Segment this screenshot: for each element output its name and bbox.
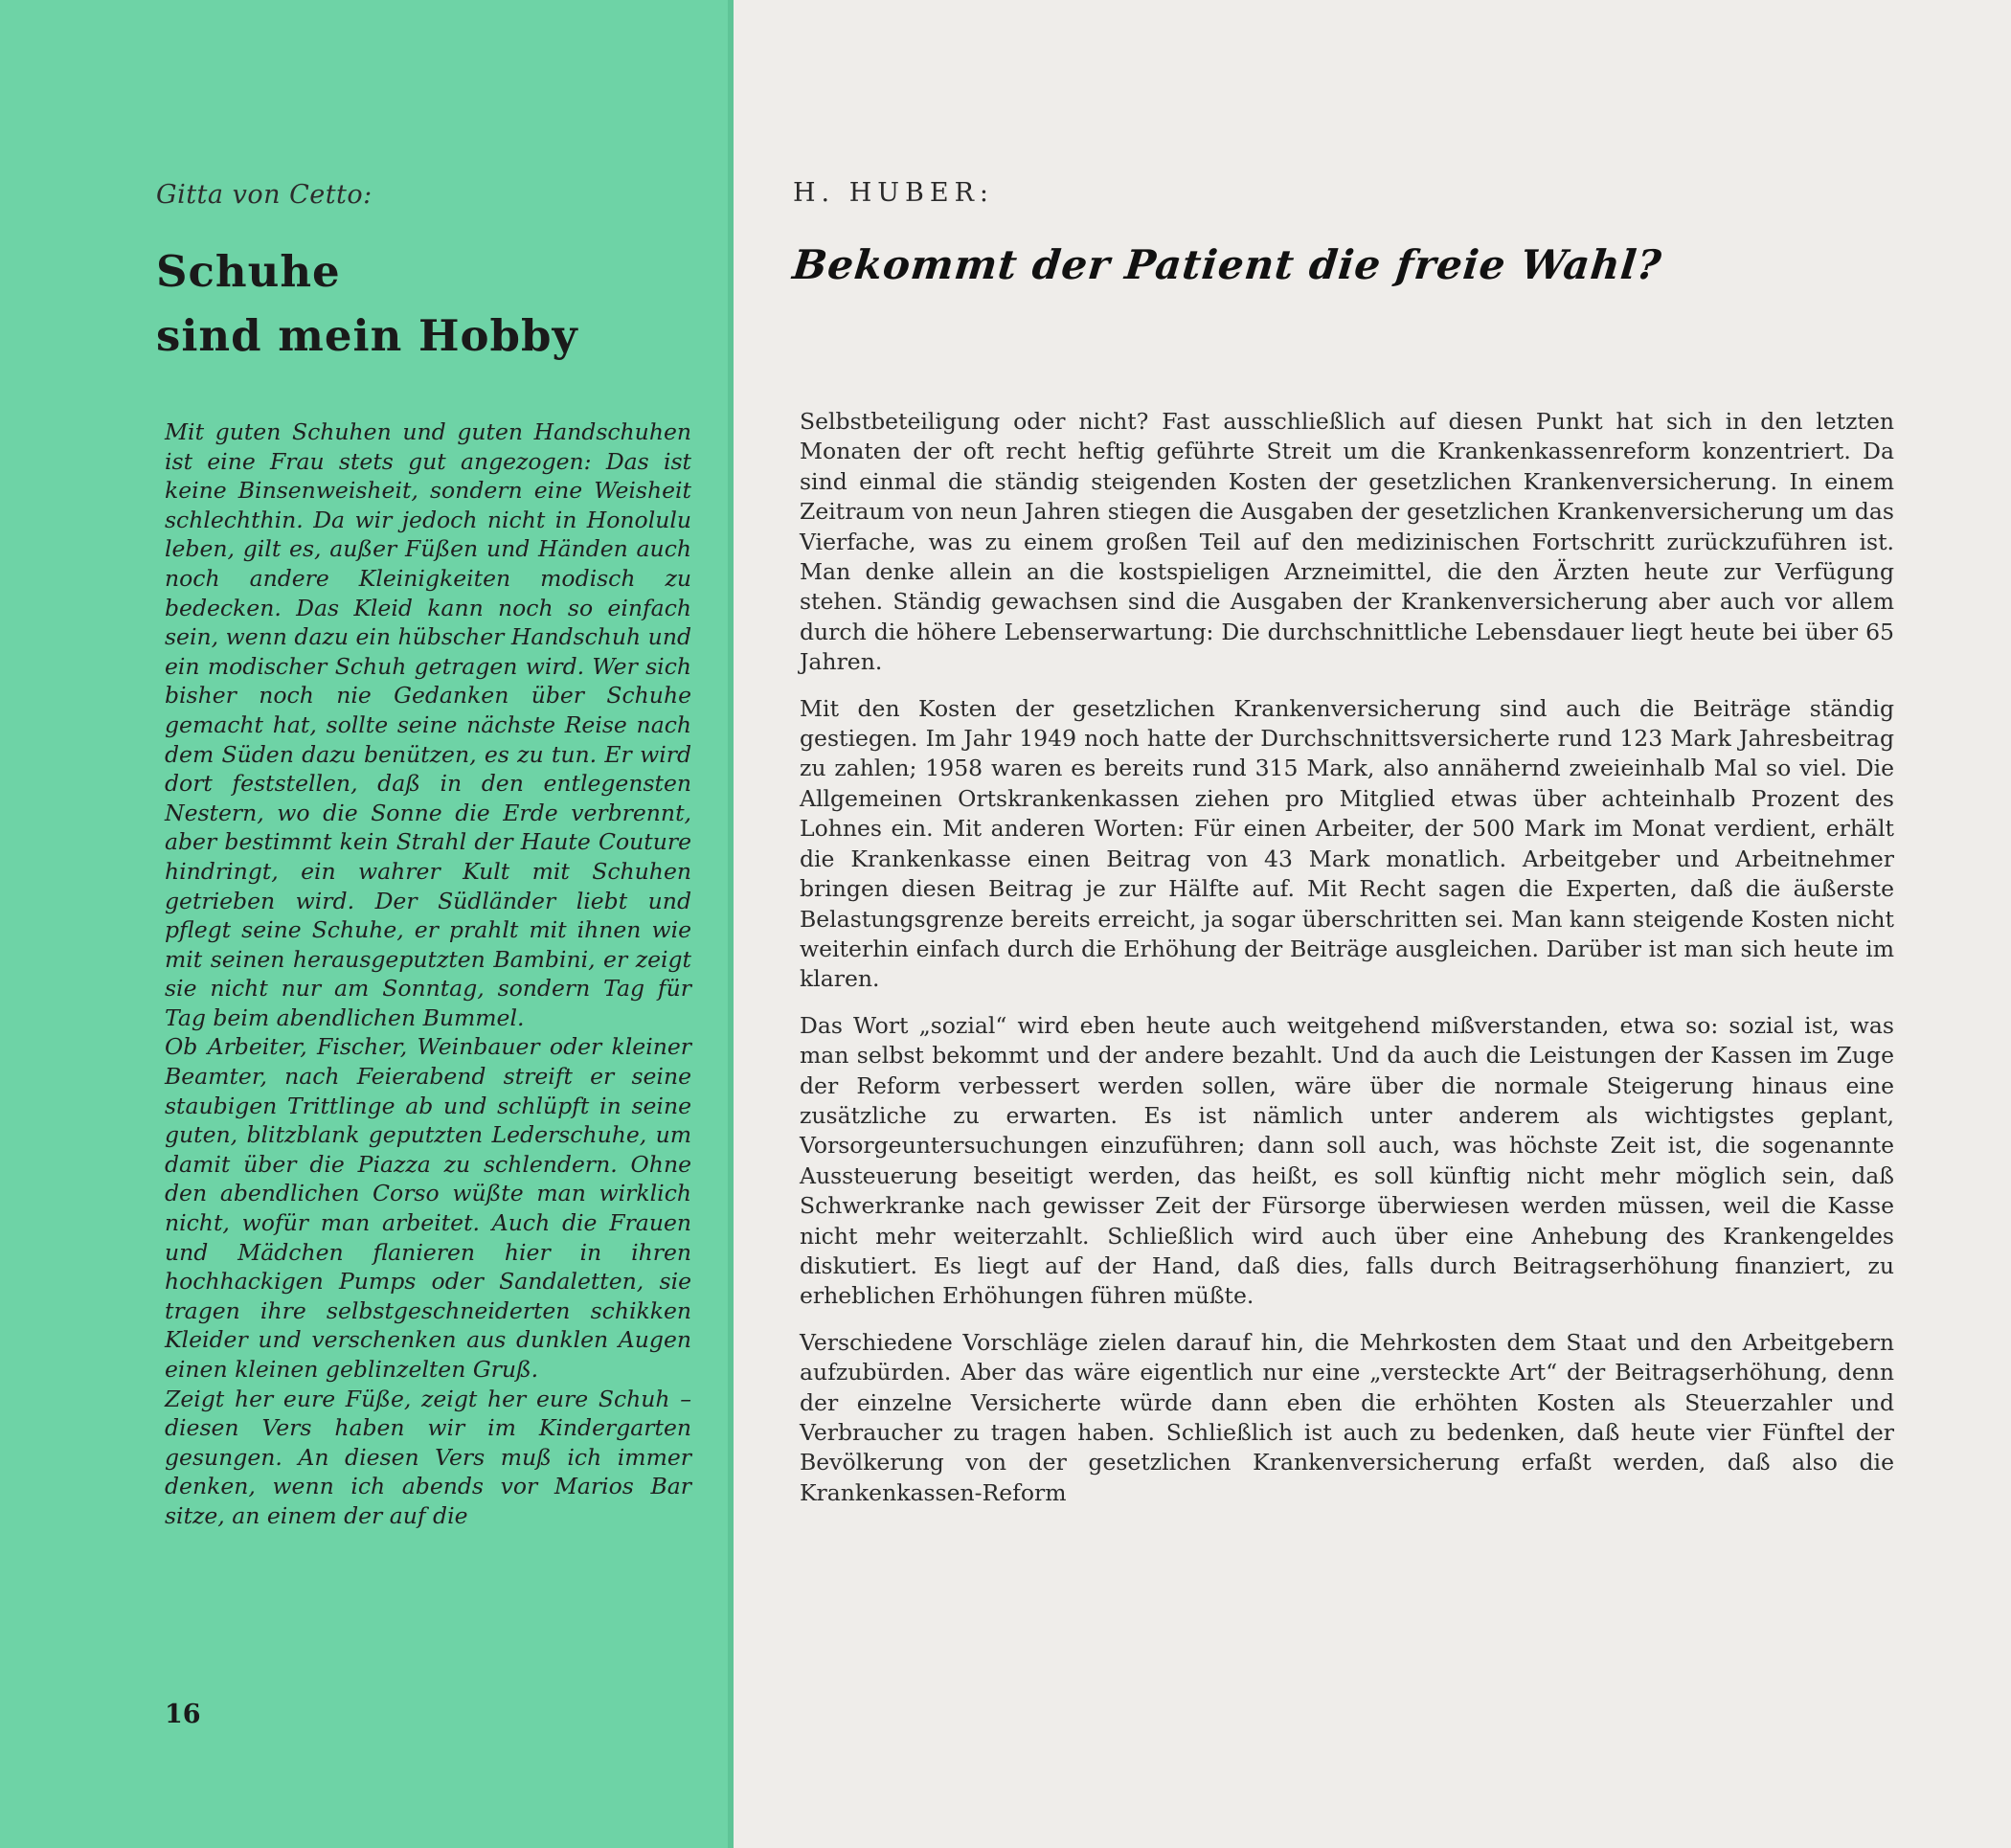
left-paragraph-1: Mit guten Schuhen und guten Handschuhen ist eine Frau stets gut angezogen: Das ist keine Binsenweisheit, sondern eine Weisheit schlechthin. Da wir jedoch nicht in Honolulu leben, gilt es, außer Füßen und Händen auch noch andere Kleinigkeiten modisch zu bedecken. Das Kleid kann noch so einfach sein, wenn dazu ein hübscher Handschuh und ein modischer Schuh getragen wird. Wer sich bisher noch nie Gedanken über Schuhe gemacht hat, sollte seine nächste Reise nach dem Süden dazu benützen, es zu tun. Er wird dort feststellen, daß in den entlegensten Nestern, wo die Sonne die Erde verbrennt, aber bestimmt kein Strahl der Haute Couture hindringt, ein wahrer Kult mit Schuhen getrieben wird. Der Südländer liebt und pflegt seine Schuhe, er prahlt mit ihnen wie mit seinen herausgeputzten Bambini, er zeigt sie nicht nur am Sonntag, sondern Tag für Tag beim abendlichen Bummel. — [165, 418, 691, 1031]
right-article-author: H. HUBER: — [793, 178, 994, 208]
left-paragraph-3: Zeigt her eure Füße, zeigt her eure Schuh – diesen Vers haben wir im Kindergarten gesungen. An diesen Vers muß ich immer denken, wenn ich abends vor Marios Bar sitze, an einem der auf die — [165, 1385, 691, 1529]
right-paragraph-2: Mit den Kosten der gesetzlichen Krankenversicherung sind auch die Beiträge ständig gestiegen. Im Jahr 1949 noch hatte der Durchschnittsversicherte rund 123 Mark Jahresbeitrag zu zahlen; 1958 waren es bereits rund 315 Mark, also annähernd zweieinhalb Mal so viel. Die Allgemeinen Ortskrankenkassen ziehen pro Mitglied etwas über achteinhalb Prozent des Lohnes ein. Mit anderen Worten: Für einen Arbeiter, der 500 Mark im Monat verdient, erhält die Krankenkasse einen Beitrag von 43 Mark monatlich. Arbeitgeber und Arbeitnehmer bringen diesen Beitrag je zur Hälfte auf. Mit Recht sagen die Experten, daß die äußerste Belastungsgrenze bereits erreicht, ja sogar überschritten sei. Man kann steigende Kosten nicht weiterhin einfach durch die Erhöhung der Beiträge ausgleichen. Darüber ist man sich heute im klaren. — [800, 694, 1894, 993]
left-title-line-2: sind mein Hobby — [156, 310, 578, 361]
right-article-title: Bekommt der Patient die freie Wahl? — [790, 241, 1664, 288]
left-article-title — [156, 239, 702, 368]
right-paragraph-1: Selbstbeteiligung oder nicht? Fast ausschließlich auf diesen Punkt hat sich in den letzten Monaten der oft recht heftig geführte Streit um die Krankenkassenreform konzentriert. Da sind einmal die ständig steigenden Kosten der gesetzlichen Krankenversicherung. In einem Zeitraum von neun Jahren stiegen die Ausgaben der gesetzlichen Krankenversicherung um das Vierfache, was zu einem großen Teil auf den medizinischen Fortschritt zurückzuführen ist. Man denke allein an die kostspieligen Arzneimittel, die den Ärzten heute zur Verfügung stehen. Ständig gewachsen sind die Ausgaben der Krankenversicherung aber auch vor allem durch die höhere Lebenserwartung: Die durchschnittliche Lebensdauer liegt heute bei über 65 Jahren. — [800, 408, 1894, 676]
left-paragraph-2: Ob Arbeiter, Fischer, Weinbauer oder kleiner Beamter, nach Feierabend streift er seine staubigen Trittlinge ab und schlüpft in seine guten, blitzblank geputzten Lederschuhe, um damit über die Piazza zu schlendern. Ohne den abendlichen Corso wüßte man wirklich nicht, wofür man arbeitet. Auch die Frauen und Mädchen flanieren hier in ihren hochhackigen Pumps oder Sandaletten, sie tragen ihre selbstgeschneiderten schikken Kleider und verschenken aus dunklen Augen einen kleinen geblinzelten Gruß. — [165, 1033, 691, 1383]
right-article-body — [800, 407, 1894, 1524]
right-paragraph-3: Das Wort „sozial“ wird eben heute auch weitgehend mißverstanden, etwa so: sozial ist, was man selbst bekommt und der andere bezahlt. Und da auch die Leistungen der Kassen im Zuge der Reform verbessert werden sollen, wäre über die normale Steigerung hinaus eine zusätzliche zu erwarten. Es ist nämlich unter anderem als wichtigstes geplant, Vorsorgeuntersuchungen einzuführen; dann soll auch, was höchste Zeit ist, die sogenannte Aussteuerung beseitigt werden, das heißt, es soll künftig nicht mehr möglich sein, daß Schwerkranke nach gewisser Zeit der Fürsorge überwiesen werden müssen, weil die Kasse nicht mehr weiterzahlt. Schließlich wird auch über eine Anhebung des Krankengeldes diskutiert. Es liegt auf der Hand, daß dies, falls durch Beitragserhöhung finanziert, zu erheblichen Erhöhungen führen müßte. — [800, 1011, 1894, 1310]
left-article-body — [165, 417, 691, 1531]
left-article-author: Gitta von Cetto: — [156, 180, 373, 210]
page-number: 16 — [165, 1700, 201, 1729]
left-page-green-panel — [0, 0, 734, 1848]
right-paragraph-4: Verschiedene Vorschläge zielen darauf hin, die Mehrkosten dem Staat und den Arbeitgebern aufzubürden. Aber das wäre eigentlich nur eine „versteckte Art“ der Beitragserhöhung, denn der einzelne Versicherte würde dann eben die erhöhten Kosten als Steuerzahler und Verbraucher zu tragen haben. Schließlich ist auch zu bedenken, daß heute vier Fünftel der Bevölkerung von der gesetzlichen Krankenversicherung erfaßt werden, daß also die Krankenkassen-Reform — [800, 1328, 1894, 1506]
left-title-line-1: Schuhe — [156, 246, 341, 297]
